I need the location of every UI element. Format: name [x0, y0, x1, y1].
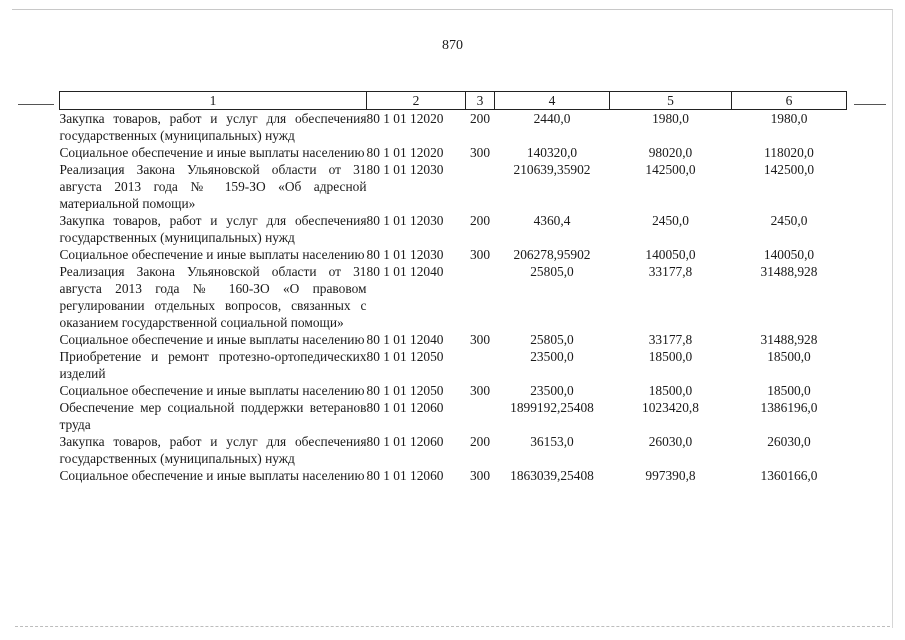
row-name: Социальное обеспечение и иные выплаты населению	[59, 332, 365, 347]
row-value-6: 142500,0	[763, 162, 815, 177]
row-value-6: 118020,0	[764, 145, 814, 160]
table-row	[60, 399, 847, 433]
row-name: Обеспечение мер социальной поддержки ветеранов труда	[59, 400, 367, 432]
row-value-4: 140320,0	[526, 145, 578, 160]
column-header-1: 1	[60, 92, 367, 110]
table-row	[60, 331, 847, 348]
row-type	[466, 399, 495, 433]
row-value-5: 997390,8	[645, 468, 696, 483]
row-value-4: 210639,35902	[513, 162, 591, 177]
row-value-4: 206278,95902	[513, 247, 591, 262]
row-value-6: 31488,928	[760, 264, 818, 279]
row-type: 300	[469, 247, 491, 262]
row-value-4: 23500,0	[530, 349, 574, 364]
row-name: Закупка товаров, работ и услуг для обеспечения государственных (муниципальных) нужд	[59, 213, 367, 245]
row-type: 200	[469, 213, 491, 228]
table-row	[60, 467, 847, 484]
row-type: 300	[469, 332, 491, 347]
row-code: 80 1 01 12050	[366, 383, 444, 398]
row-type	[466, 161, 495, 212]
row-value-5: 140050,0	[645, 247, 696, 262]
row-value-4: 23500,0	[530, 383, 574, 398]
row-value-5: 142500,0	[645, 162, 696, 177]
column-header-6: 6	[732, 92, 847, 110]
table-row	[60, 433, 847, 467]
row-value-5: 26030,0	[648, 434, 693, 449]
table-row	[60, 144, 847, 161]
row-value-6: 18500,0	[767, 349, 811, 364]
row-name: Закупка товаров, работ и услуг для обеспечения государственных (муниципальных) нужд	[59, 111, 367, 143]
row-name: Социальное обеспечение и иные выплаты населению	[59, 247, 365, 262]
row-value-5: 33177,8	[648, 264, 693, 279]
row-type	[466, 348, 495, 382]
row-code: 80 1 01 12030	[366, 247, 444, 262]
table-header-row	[60, 92, 847, 110]
row-value-6: 140050,0	[763, 247, 815, 262]
row-value-4: 25805,0	[530, 332, 574, 347]
row-code: 80 1 01 12030	[366, 162, 444, 177]
row-type: 300	[469, 145, 491, 160]
budget-table	[59, 91, 847, 484]
row-name: Социальное обеспечение и иные выплаты населению	[59, 145, 365, 160]
row-code: 80 1 01 12020	[366, 111, 444, 126]
row-name: Закупка товаров, работ и услуг для обеспечения государственных (муниципальных) нужд	[59, 434, 367, 466]
row-value-5: 33177,8	[648, 332, 693, 347]
row-value-6: 1386196,0	[760, 400, 818, 415]
row-value-6: 1360166,0	[760, 468, 818, 483]
row-code: 80 1 01 12030	[366, 213, 444, 228]
row-value-6: 1980,0	[770, 111, 808, 126]
bottom-dashed-line	[15, 626, 890, 627]
row-type	[466, 263, 495, 331]
row-value-6: 31488,928	[760, 332, 818, 347]
row-value-4: 4360,4	[533, 213, 571, 228]
row-value-5: 18500,0	[648, 383, 693, 398]
row-value-5: 18500,0	[648, 349, 693, 364]
row-value-5: 98020,0	[648, 145, 693, 160]
row-code: 80 1 01 12040	[366, 332, 444, 347]
column-header-5: 5	[610, 92, 732, 110]
row-code: 80 1 01 12060	[366, 468, 444, 483]
row-type: 300	[469, 383, 491, 398]
row-type: 200	[469, 434, 491, 449]
row-code: 80 1 01 12060	[366, 434, 444, 449]
row-name: Приобретение и ремонт протезно-ортопедических изделий	[59, 349, 367, 381]
row-type: 300	[469, 468, 491, 483]
right-edge-line	[854, 104, 886, 105]
table-row	[60, 110, 847, 145]
row-type: 200	[469, 111, 491, 126]
row-value-6: 26030,0	[767, 434, 811, 449]
row-value-5: 1023420,8	[642, 400, 699, 415]
row-code: 80 1 01 12040	[366, 264, 444, 279]
row-code: 80 1 01 12060	[366, 400, 444, 415]
row-value-6: 2450,0	[770, 213, 808, 228]
row-value-5: 2450,0	[652, 213, 689, 228]
table-row	[60, 246, 847, 263]
row-code: 80 1 01 12050	[366, 349, 444, 364]
row-name: Реализация Закона Ульяновской области от 31 августа 2013 года № 160-ЗО «О правовом регулировании отдельных вопросов, связанных с оказанием государственной социальной помощи»	[59, 264, 367, 330]
row-code: 80 1 01 12020	[366, 145, 444, 160]
row-name: Социальное обеспечение и иные выплаты населению	[59, 468, 365, 483]
page-number: 870	[442, 38, 463, 53]
row-name: Реализация Закона Ульяновской области от 31 августа 2013 года № 159-ЗО «Об адресной материальной помощи»	[59, 162, 367, 211]
left-edge-line	[18, 104, 54, 105]
table-row	[60, 212, 847, 246]
row-value-4: 36153,0	[530, 434, 574, 449]
row-value-4: 1863039,25408	[510, 468, 594, 483]
column-header-4: 4	[495, 92, 610, 110]
table-row	[60, 263, 847, 331]
row-value-4: 2440,0	[533, 111, 571, 126]
table-row	[60, 348, 847, 382]
row-name: Социальное обеспечение и иные выплаты населению	[59, 383, 365, 398]
column-header-2: 2	[367, 92, 466, 110]
column-header-3: 3	[466, 92, 495, 110]
table-row	[60, 161, 847, 212]
row-value-6: 18500,0	[767, 383, 811, 398]
row-value-5: 1980,0	[652, 111, 689, 126]
table-row	[60, 382, 847, 399]
row-value-4: 1899192,25408	[510, 400, 594, 415]
row-value-4: 25805,0	[530, 264, 574, 279]
